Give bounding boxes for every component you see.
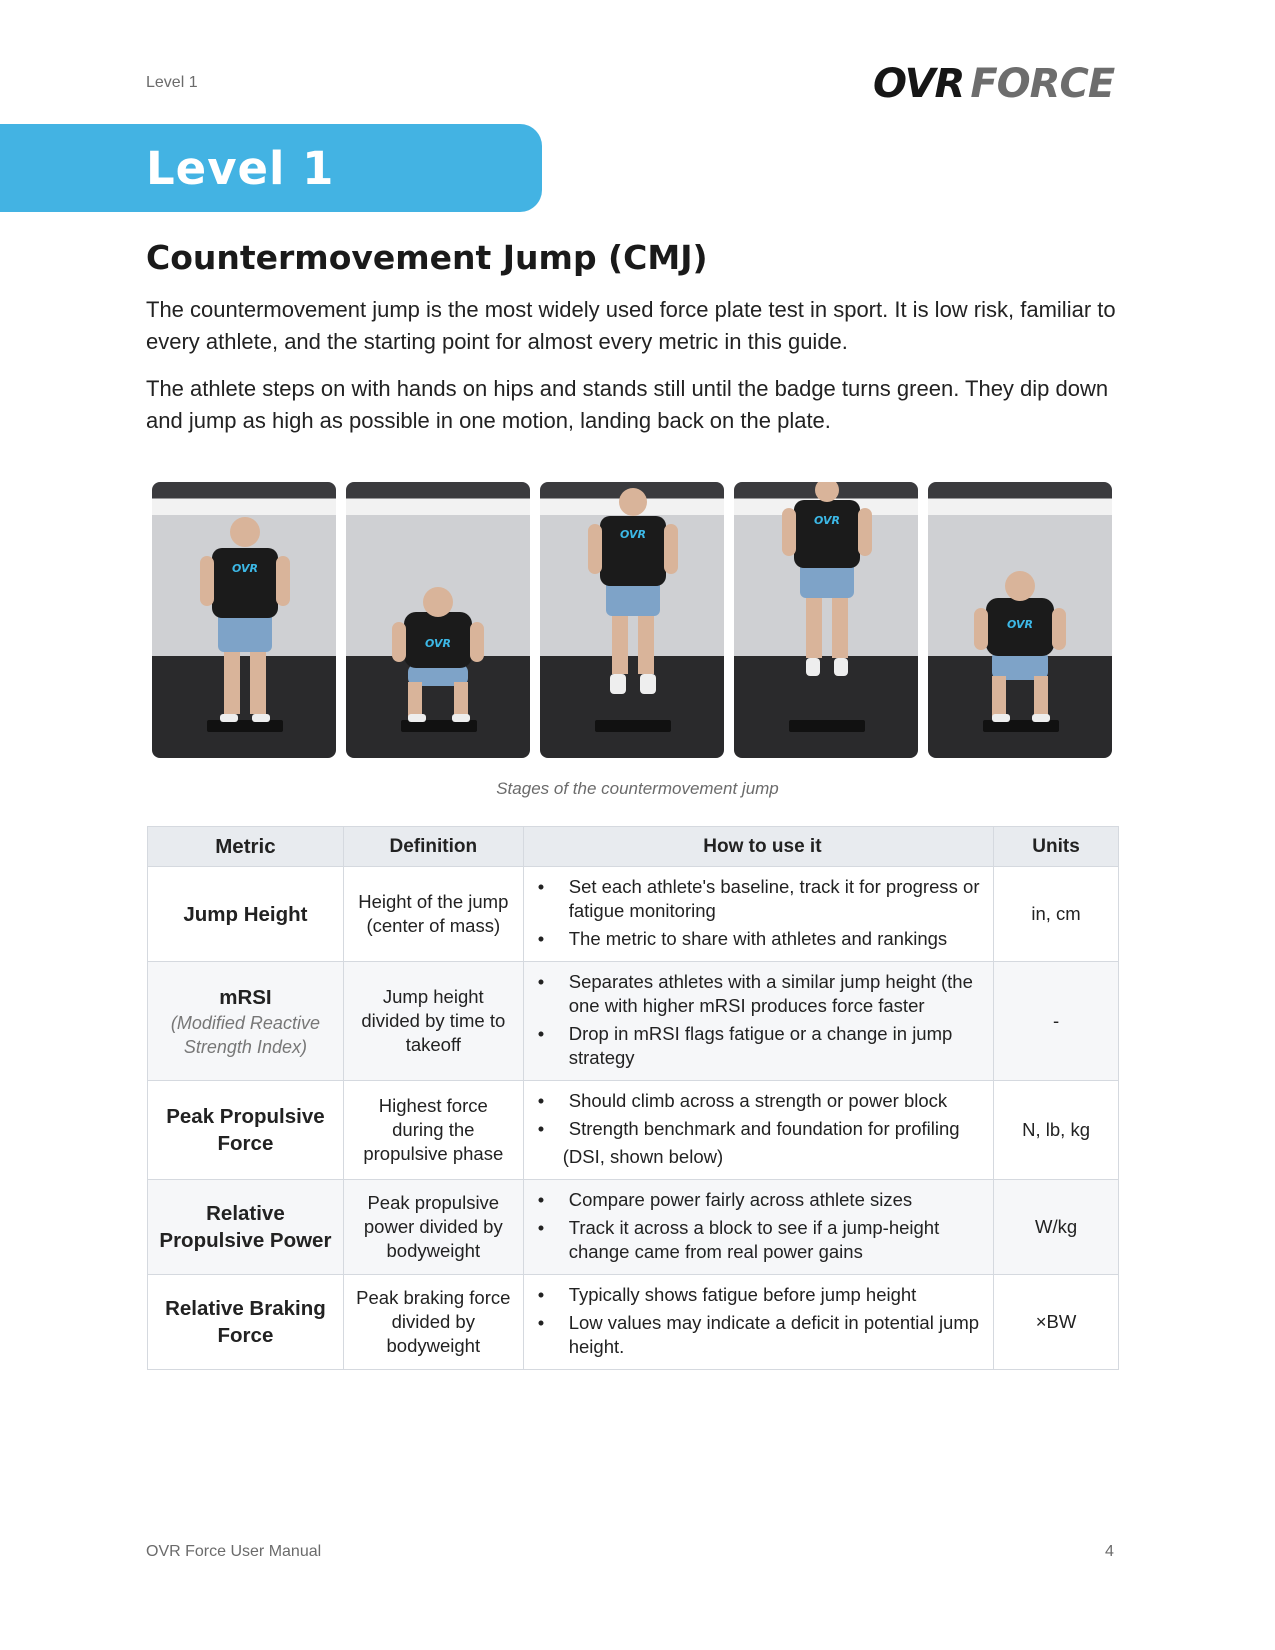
shirt-logo-text: OVR bbox=[425, 637, 451, 650]
metric-definition: Height of the jump (center of mass) bbox=[343, 867, 523, 962]
stage-photo-takeoff bbox=[540, 482, 724, 758]
cmj-metrics-table bbox=[147, 826, 1119, 1370]
metric-usage bbox=[523, 1081, 993, 1180]
ovr-force-logo bbox=[873, 60, 1114, 108]
table-header-row bbox=[148, 827, 1119, 867]
metric-definition: Peak braking force divided by bodyweight bbox=[343, 1275, 523, 1370]
usage-item: • Track it across a block to see if a jump-height change came from real power gains bbox=[538, 1216, 987, 1264]
metric-usage bbox=[523, 867, 993, 962]
level-banner-label: Level 1 bbox=[146, 142, 335, 195]
running-head: Level 1 bbox=[146, 74, 198, 91]
usage-item: (DSI, shown below) bbox=[562, 1146, 724, 1167]
metric-units: in, cm bbox=[994, 867, 1119, 962]
metric-name: Jump Height bbox=[148, 867, 344, 962]
stage-photo-dip bbox=[346, 482, 530, 758]
figure-caption: Stages of the countermovement jump bbox=[496, 779, 779, 798]
usage-item: • Compare power fairly across athlete sizes bbox=[538, 1188, 987, 1212]
usage-item: • Should climb across a strength or power block bbox=[538, 1089, 987, 1113]
shirt-logo-text: OVR bbox=[232, 562, 258, 575]
stage-photo-flight bbox=[734, 482, 918, 758]
table-row bbox=[148, 1081, 1119, 1180]
section-title: Countermovement Jump (CMJ) bbox=[146, 238, 708, 277]
metric-definition: Jump height divided by time to takeoff bbox=[343, 962, 523, 1081]
metric-name: Peak Propulsive Force bbox=[148, 1081, 344, 1180]
level-banner bbox=[0, 124, 542, 212]
instructions-paragraph: The athlete steps on with hands on hips and stands still until the badge turns green. They dip down and jump as high as possible in one motion, landing back on the plate. bbox=[146, 376, 1109, 433]
logo-ovr: OVR bbox=[873, 61, 965, 107]
table-row bbox=[148, 962, 1119, 1081]
table-row bbox=[148, 867, 1119, 962]
header-units: Units bbox=[994, 827, 1119, 867]
logo-force: FORCE bbox=[970, 61, 1115, 107]
shirt-logo-text: OVR bbox=[814, 514, 840, 527]
metric-name: mRSI bbox=[219, 985, 272, 1009]
metric-name-cell bbox=[148, 962, 344, 1081]
page-number: 4 bbox=[1105, 1543, 1114, 1560]
metric-usage bbox=[523, 1180, 993, 1275]
metric-name: Relative Braking Force bbox=[148, 1275, 344, 1370]
metric-units: - bbox=[994, 962, 1119, 1081]
metric-units: N, lb, kg bbox=[994, 1081, 1119, 1180]
header-how-to-use: How to use it bbox=[523, 827, 993, 867]
metric-units: ×BW bbox=[994, 1275, 1119, 1370]
footer-title: OVR Force User Manual bbox=[146, 1543, 322, 1560]
shirt-logo-text: OVR bbox=[620, 528, 646, 541]
usage-item: • Drop in mRSI flags fatigue or a change in jump strategy bbox=[538, 1022, 987, 1070]
usage-item: • Strength benchmark and foundation for profiling bbox=[538, 1117, 987, 1141]
stage-photo-landing bbox=[928, 482, 1112, 758]
usage-item: • Low values may indicate a deficit in potential jump height. bbox=[538, 1311, 987, 1359]
stage-photo-standing bbox=[152, 482, 336, 758]
usage-item: • The metric to share with athletes and rankings bbox=[538, 927, 987, 951]
usage-item: • Typically shows fatigue before jump height bbox=[538, 1283, 987, 1307]
metric-name: Relative Propulsive Power bbox=[148, 1180, 344, 1275]
header-metric: Metric bbox=[148, 827, 344, 867]
metric-subtitle: (Modified Reactive Strength Index) bbox=[170, 1012, 320, 1057]
intro-paragraph: The countermovement jump is the most widely used force plate test in sport. It is low risk, familiar to every athlete, and the starting point for almost every metric in this guide. bbox=[146, 297, 1116, 354]
metric-usage bbox=[523, 962, 993, 1081]
metric-definition: Highest force during the propulsive phase bbox=[343, 1081, 523, 1180]
metric-units: W/kg bbox=[994, 1180, 1119, 1275]
table-row bbox=[148, 1180, 1119, 1275]
usage-item: • Set each athlete's baseline, track it for progress or fatigue monitoring bbox=[538, 875, 987, 923]
usage-item: • Separates athletes with a similar jump height (the one with higher mRSI produces force faster bbox=[538, 970, 987, 1018]
metric-usage bbox=[523, 1275, 993, 1370]
metric-definition: Peak propulsive power divided by bodyweight bbox=[343, 1180, 523, 1275]
header-definition: Definition bbox=[343, 827, 523, 867]
table-row bbox=[148, 1275, 1119, 1370]
shirt-logo-text: OVR bbox=[1007, 618, 1033, 631]
